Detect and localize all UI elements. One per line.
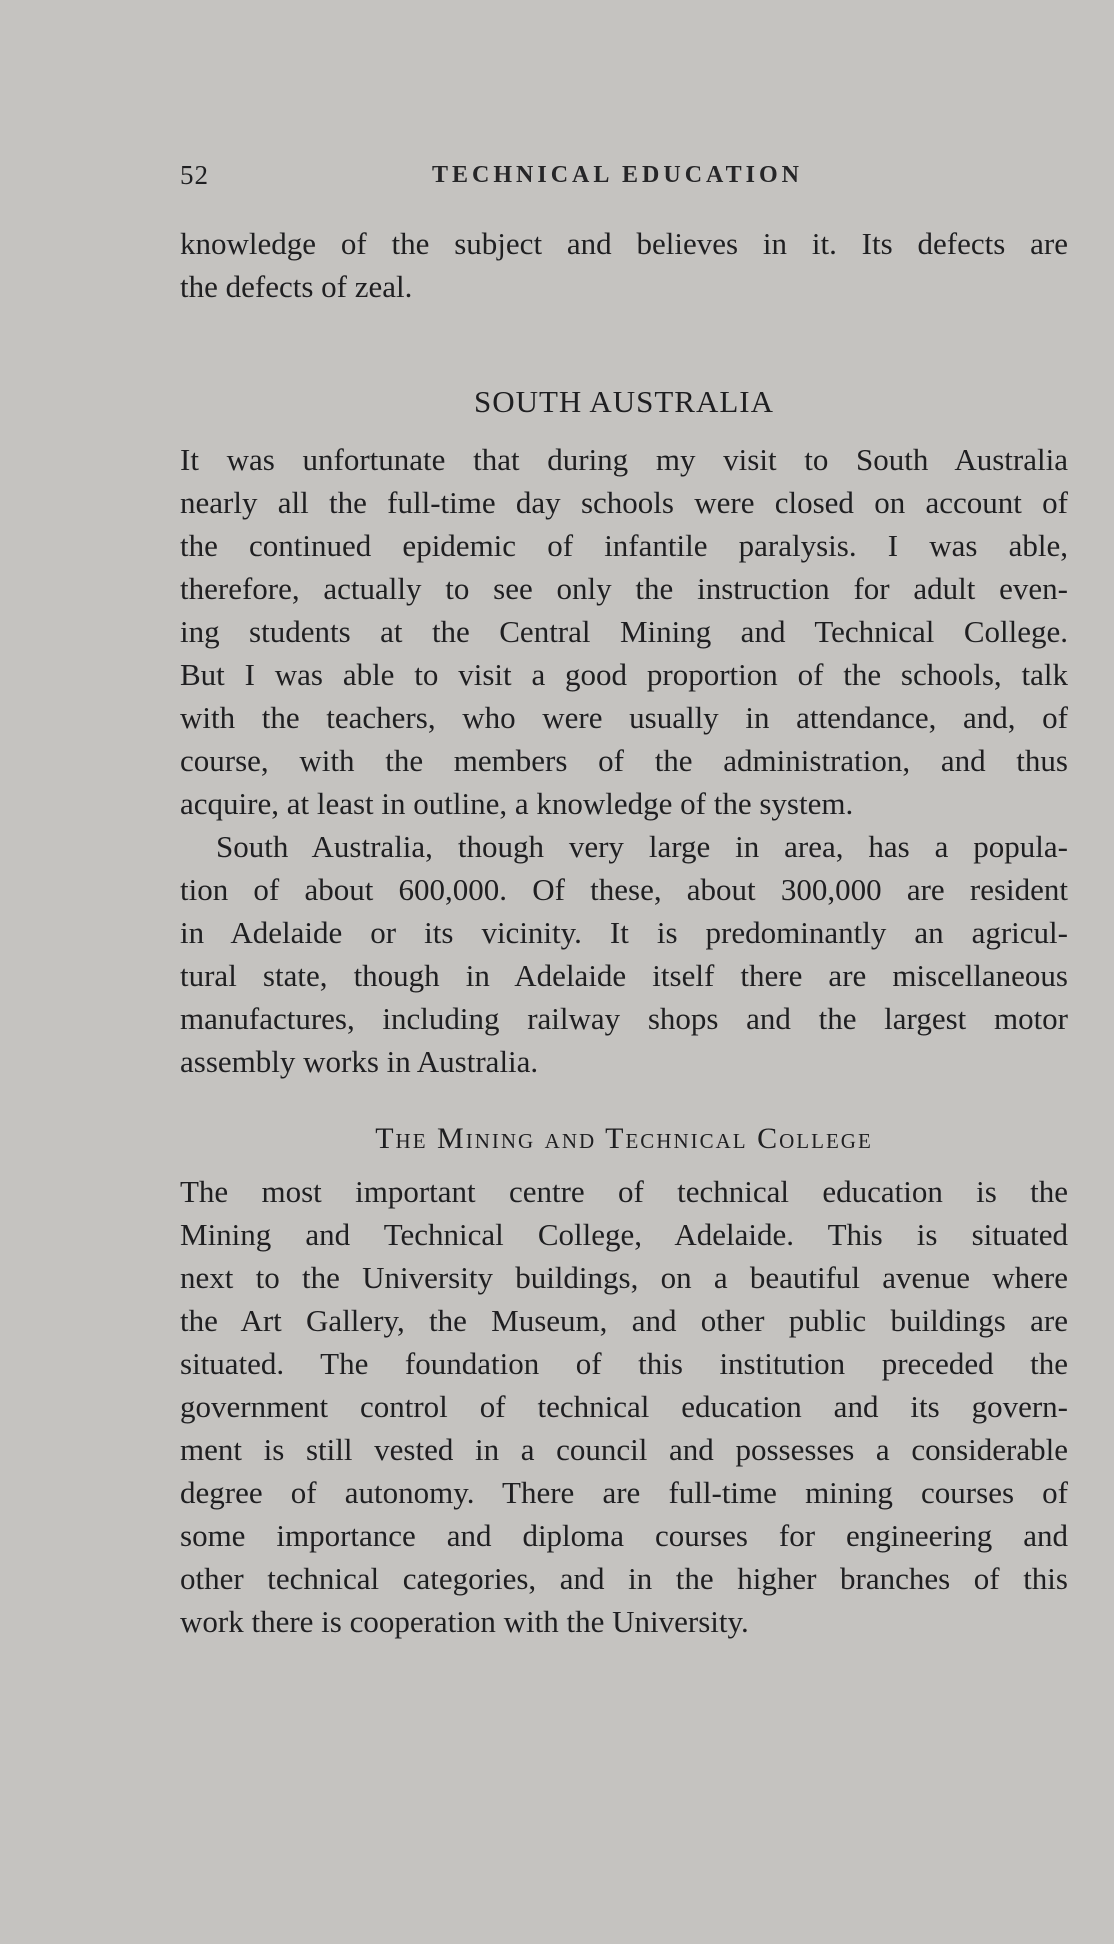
text-line: knowledge of the subject and believes in it. Its defects are xyxy=(180,226,1068,261)
section-heading-south-australia: SOUTH AUSTRALIA xyxy=(473,384,775,419)
text-line: therefore, actually to see only the instruction for adult even- xyxy=(180,571,1068,606)
running-title: TECHNICAL EDUCATION xyxy=(432,162,803,188)
text-line: But I was able to visit a good proportion of the schools, talk xyxy=(180,657,1068,692)
text-line: manufactures, including railway shops and the largest motor xyxy=(180,1001,1068,1036)
text-line: course, with the members of the administration, and thus xyxy=(180,743,1068,778)
text-line: in Adelaide or its vicinity. It is predominantly an agricul- xyxy=(180,915,1068,950)
page-number: 52 xyxy=(180,160,209,190)
text-line: tural state, though in Adelaide itself there are miscellaneous xyxy=(180,958,1068,993)
paragraph-college xyxy=(180,1170,1068,1643)
section-heading-mining-college: The Mining and Technical College xyxy=(375,1122,873,1155)
text-line: It was unfortunate that during my visit to South Australia xyxy=(180,442,1068,477)
text-line: the Art Gallery, the Museum, and other public buildings are xyxy=(180,1303,1068,1338)
text-line: the defects of zeal. xyxy=(180,269,413,304)
paragraph-visit xyxy=(180,438,1068,825)
text-line: ment is still vested in a council and possesses a considerable xyxy=(180,1432,1068,1467)
text-line: government control of technical education and its govern- xyxy=(180,1389,1068,1424)
text-line: degree of autonomy. There are full-time mining courses of xyxy=(180,1475,1068,1510)
text-line: The most important centre of technical education is the xyxy=(180,1174,1068,1209)
text-line: assembly works in Australia. xyxy=(180,1044,539,1079)
text-line: ing students at the Central Mining and Technical College. xyxy=(180,614,1068,649)
text-line: Mining and Technical College, Adelaide. This is situated xyxy=(180,1217,1068,1252)
text-line: the continued epidemic of infantile paralysis. I was able, xyxy=(180,528,1068,563)
text-line: other technical categories, and in the higher branches of this xyxy=(180,1561,1068,1596)
text-line: South Australia, though very large in area, has a popula- xyxy=(216,829,1068,864)
text-line: some importance and diploma courses for engineering and xyxy=(180,1518,1068,1553)
intro-paragraph xyxy=(180,222,1068,308)
text-line: work there is cooperation with the University. xyxy=(180,1604,749,1639)
text-line: situated. The foundation of this institution preceded the xyxy=(180,1346,1068,1381)
text-line: with the teachers, who were usually in attendance, and, of xyxy=(180,700,1068,735)
text-line: tion of about 600,000. Of these, about 300,000 are resident xyxy=(180,872,1068,907)
paragraph-population xyxy=(180,825,1068,1083)
running-head xyxy=(180,160,1068,200)
text-line: nearly all the full-time day schools were closed on account of xyxy=(180,485,1068,520)
text-line: next to the University buildings, on a beautiful avenue where xyxy=(180,1260,1068,1295)
text-line: acquire, at least in outline, a knowledge of the system. xyxy=(180,786,854,821)
